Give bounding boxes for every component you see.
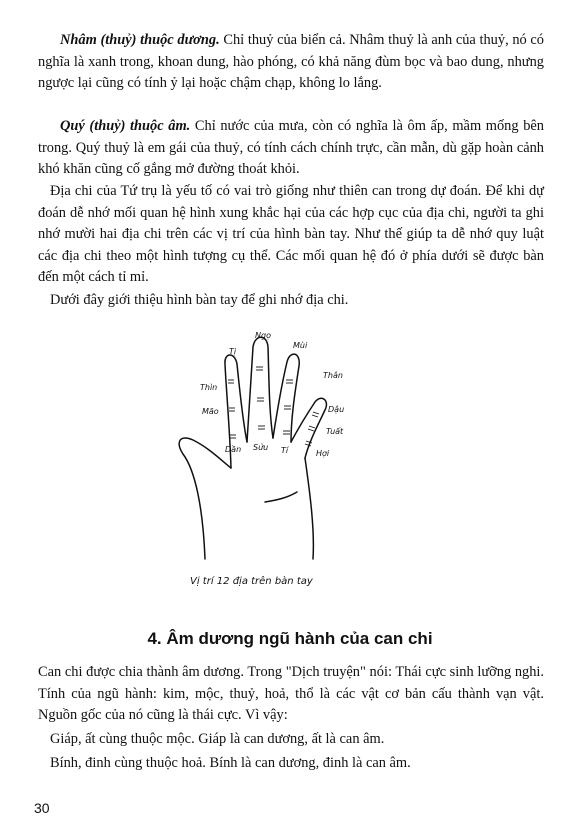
paragraph-text: Can chi được chia thành âm dương. Trong "Dịch truyện" nói: Thái cực sinh lưỡng nghi. Tính của ngũ hành: kim, mộc, thuỷ, hoả, thổ là các vật cơ bản cấu thành vạn vật. Nguồn gốc của nó cũng là thái cực. Vì vậy:	[38, 664, 544, 723]
paragraph-text: Địa chi của Tứ trụ là yếu tố có vai trò giống như thiên can trong dự đoán. Để khi dự đoán dễ nhớ mối quan hệ hình xung khắc hại của các hợp cục của địa chi, người ta ghi nhớ mười hai địa chi trên các vị trí của hình bàn tay. Như thế giúp ta dễ nhớ quy luật các địa chi theo một hình tượng cụ thể. Các mối quan hệ đó ở phía dưới sẽ được bàn đến một cách tỉ mỉ.	[38, 183, 544, 285]
section-paragraph	[38, 662, 544, 727]
label-hoi: Hợi	[316, 449, 330, 458]
section-paragraph	[38, 753, 544, 775]
figure-caption: Vị trí 12 địa trên bàn tay	[190, 576, 313, 587]
paragraph-intro-hand	[38, 290, 544, 312]
section-heading: 4. Âm dương ngũ hành của can chi	[147, 629, 433, 648]
paragraph-nham	[38, 30, 544, 95]
paragraph-lead: Nhâm (thuỷ) thuộc dương.	[60, 32, 220, 48]
label-dan: Dần	[225, 445, 242, 454]
label-ti: Tí	[281, 446, 289, 455]
hand-drawing	[185, 322, 385, 567]
label-than: Thân	[323, 371, 343, 380]
label-mao: Mão	[202, 407, 219, 416]
paragraph-quy	[38, 116, 544, 181]
label-ngo: Ngọ	[255, 331, 271, 340]
label-suu: Sửu	[253, 443, 269, 452]
label-mui: Mùi	[293, 341, 308, 350]
paragraph-text: Giáp, ất cùng thuộc mộc. Giáp là can dương, ất là can âm.	[50, 731, 385, 747]
paragraph-text: Bính, đinh cùng thuộc hoả. Bính là can dương, đinh là can âm.	[50, 755, 411, 771]
label-dau: Dậu	[328, 405, 345, 414]
label-ty: Tị	[229, 347, 237, 356]
paragraph-text: Chỉ thuỷ của biển cả. Nhâm thuỷ là anh của thuỷ, nó có nghĩa là xanh trong, khoan dung, hào phóng, có khả năng đùm bọc và bao dung, nhưng ngược lại cũng có tính ỷ lại hoặc chậm chạp, không lo lắng.	[38, 32, 544, 91]
paragraph-text: Chỉ nước của mưa, còn có nghĩa là ôm ấp, mầm mống bên trong. Quý thuỷ là em gái của thuỷ, có tính cách chính trực, cần mẫn, dù gặp hoàn cảnh khó khăn cũng cố gắng mở đường thoát khỏi.	[38, 118, 544, 177]
page-number: 30	[34, 800, 50, 816]
section-paragraph	[38, 729, 544, 751]
hand-diagram	[185, 322, 385, 567]
paragraph-dia-chi	[38, 181, 544, 289]
paragraph-text: Dưới đây giới thiệu hình bàn tay để ghi nhớ địa chi.	[50, 292, 349, 308]
label-thin: Thìn	[200, 383, 218, 392]
paragraph-lead: Quý (thuỷ) thuộc âm.	[60, 118, 191, 134]
label-tuat: Tuất	[326, 427, 344, 436]
